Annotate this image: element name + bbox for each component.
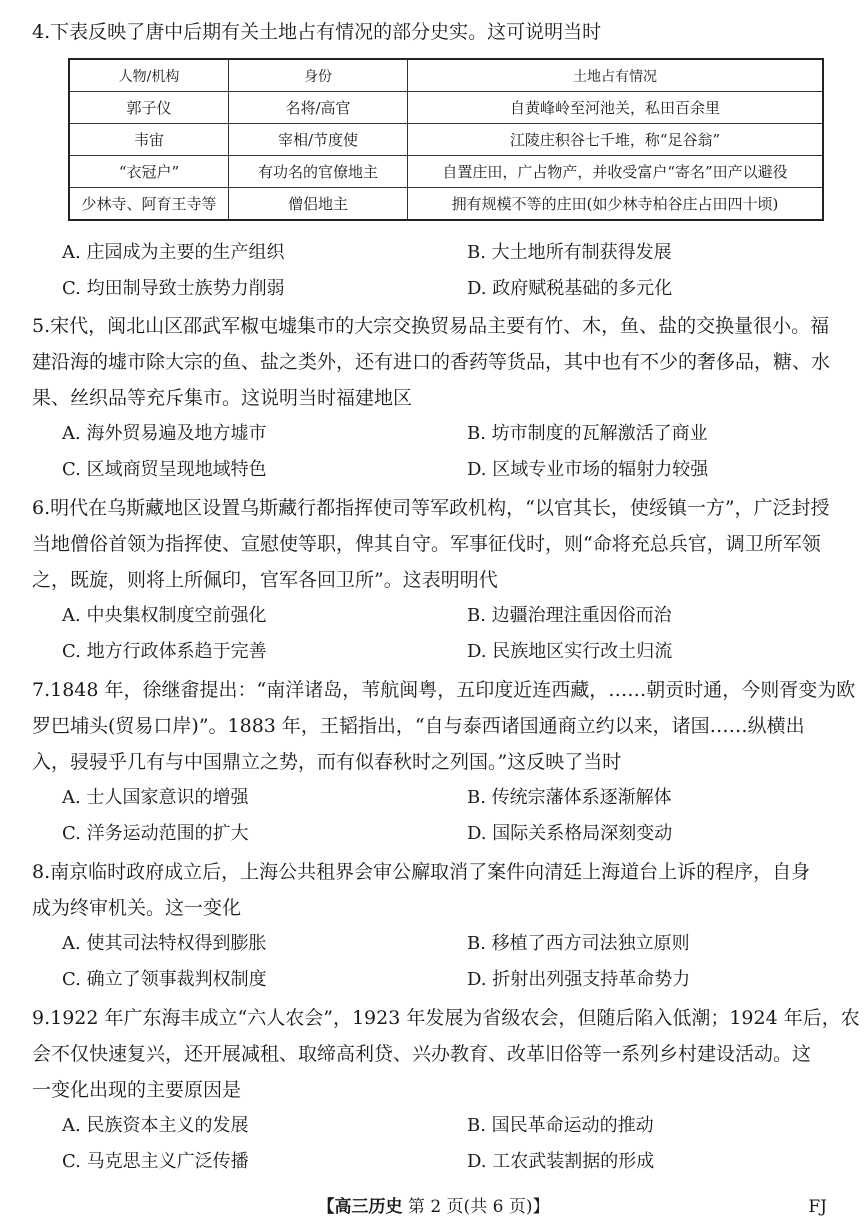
table-cell: 拥有规模不等的庄田(如少林寺柏谷庄占田四十顷) xyxy=(408,188,824,221)
question-7-stem-line: 入，骎骎乎几有与中国鼎立之势，而有似春秋时之列国。”这反映了当时 xyxy=(32,751,622,773)
option-a[interactable]: A. 海外贸易遍及地方墟市 xyxy=(62,423,267,444)
question-4-stem: 4.下表反映了唐中后期有关土地占有情况的部分史实。这可说明当时 xyxy=(32,21,602,43)
option-d[interactable]: D. 工农武装割据的形成 xyxy=(467,1151,655,1172)
option-d[interactable]: D. 折射出列强支持革命势力 xyxy=(467,969,691,990)
option-c[interactable]: C. 洋务运动范围的扩大 xyxy=(62,823,249,844)
question-9-stem-line: 9.1922 年广东海丰成立“六人农会”，1923 年发展为省级农会，但随后陷入低潮；1924 年后，农 xyxy=(32,1007,860,1029)
option-row xyxy=(32,780,832,816)
option-row xyxy=(32,416,832,452)
question-9 xyxy=(32,1000,860,1180)
option-row xyxy=(32,598,832,634)
option-row xyxy=(32,816,832,852)
table-cell: 韦宙 xyxy=(69,124,229,156)
question-9-stem-line: 会不仅快速复兴，还开展减租、取缔高利贷、兴办教育、改革旧俗等一系列乡村建设活动。这 xyxy=(32,1043,812,1065)
option-d[interactable]: D. 政府赋税基础的多元化 xyxy=(467,278,673,299)
table-cell: 郭子仪 xyxy=(69,92,229,124)
option-a[interactable]: A. 中央集权制度空前强化 xyxy=(62,605,267,626)
option-b[interactable]: B. 移植了西方司法独立原则 xyxy=(467,933,690,954)
question-6-stem-line: 当地僧俗首领为指挥使、宣慰使等职，俾其自守。军事征伐时，则“命将充总兵官，调卫所军领 xyxy=(32,533,821,555)
table-cell: 宰相/节度使 xyxy=(229,124,408,156)
table-header-cell: 土地占有情况 xyxy=(408,59,824,92)
table-header-cell: 身份 xyxy=(229,59,408,92)
option-c[interactable]: C. 确立了领事裁判权制度 xyxy=(62,969,267,990)
option-a[interactable]: A. 庄园成为主要的生产组织 xyxy=(62,242,285,263)
table-row xyxy=(69,92,823,124)
option-row xyxy=(32,271,832,307)
table-cell: 江陵庄积谷七千堆，称“足谷翁” xyxy=(408,124,824,156)
option-c[interactable]: C. 均田制导致士族势力削弱 xyxy=(62,278,285,299)
question-5-stem-line: 建沿海的墟市除大宗的鱼、盐之类外，还有进口的香药等货品，其中也有不少的奢侈品，糖、水 xyxy=(32,351,831,373)
question-6 xyxy=(32,490,832,670)
option-row xyxy=(32,1144,832,1180)
land-ownership-table xyxy=(68,58,824,221)
question-8-stem-line: 成为终审机关。这一变化 xyxy=(32,897,242,919)
table-cell: 名将/高官 xyxy=(229,92,408,124)
table-header-cell: 人物/机构 xyxy=(69,59,229,92)
question-4 xyxy=(32,14,832,50)
question-4-options xyxy=(32,235,832,307)
question-9-stem-line: 一变化出现的主要原因是 xyxy=(32,1079,242,1101)
question-7-stem-line: 7.1848 年，徐继畬提出：“南洋诸岛，苇航闽粤，五印度近连西藏，……朝贡时通，今则胥变为欧 xyxy=(32,679,856,701)
option-row xyxy=(32,962,832,998)
question-5-stem-line: 果、丝织品等充斥集市。这说明当时福建地区 xyxy=(32,387,413,409)
option-row xyxy=(32,235,832,271)
option-row xyxy=(32,634,832,670)
option-b[interactable]: B. 坊市制度的瓦解激活了商业 xyxy=(467,423,708,444)
option-a[interactable]: A. 民族资本主义的发展 xyxy=(62,1115,249,1136)
option-row xyxy=(32,452,832,488)
table-cell: 自黄峰岭至河池关，私田百余里 xyxy=(408,92,824,124)
option-c[interactable]: C. 地方行政体系趋于完善 xyxy=(62,641,267,662)
footer-code: FJ xyxy=(808,1197,827,1217)
option-b[interactable]: B. 国民革命运动的推动 xyxy=(467,1115,654,1136)
table-row xyxy=(69,124,823,156)
option-b[interactable]: B. 大土地所有制获得发展 xyxy=(467,242,672,263)
question-8 xyxy=(32,854,832,998)
footer-page-info xyxy=(0,1192,867,1222)
option-c[interactable]: C. 马克思主义广泛传播 xyxy=(62,1151,249,1172)
question-5 xyxy=(32,308,832,488)
table-row xyxy=(69,156,823,188)
option-d[interactable]: D. 区域专业市场的辐射力较强 xyxy=(467,459,709,480)
option-d[interactable]: D. 国际关系格局深刻变动 xyxy=(467,823,673,844)
footer-page-number: 第 2 页(共 6 页)】 xyxy=(402,1197,550,1217)
option-a[interactable]: A. 士人国家意识的增强 xyxy=(62,787,249,808)
question-6-stem-line: 之，既旋，则将上所佩印，官军各回卫所”。这表明明代 xyxy=(32,569,498,591)
question-5-stem-line: 5.宋代，闽北山区邵武军椒屯墟集市的大宗交换贸易品主要有竹、木，鱼、盐的交换量很小。福 xyxy=(32,315,830,337)
question-8-stem-line: 8.南京临时政府成立后，上海公共租界会审公廨取消了案件向清廷上海道台上诉的程序，自身 xyxy=(32,861,811,883)
footer-subject: 【高三历史 xyxy=(317,1197,403,1217)
table-cell: 有功名的官僚地主 xyxy=(229,156,408,188)
option-row xyxy=(32,926,832,962)
option-row xyxy=(32,1108,832,1144)
table-cell: “衣冠户” xyxy=(69,156,229,188)
table-cell: 少林寺、阿育王寺等 xyxy=(69,188,229,221)
option-b[interactable]: B. 传统宗藩体系逐渐解体 xyxy=(467,787,672,808)
option-b[interactable]: B. 边疆治理注重因俗而治 xyxy=(467,605,672,626)
option-d[interactable]: D. 民族地区实行改土归流 xyxy=(467,641,673,662)
table-row xyxy=(69,188,823,221)
option-a[interactable]: A. 使其司法特权得到膨胀 xyxy=(62,933,267,954)
question-6-stem-line: 6.明代在乌斯藏地区设置乌斯藏行都指挥使司等军政机构，“以官其长，使绥镇一方”，广泛封授 xyxy=(32,497,830,519)
table-cell: 僧侣地主 xyxy=(229,188,408,221)
option-c[interactable]: C. 区域商贸呈现地域特色 xyxy=(62,459,267,480)
question-7 xyxy=(32,672,856,852)
table-header-row xyxy=(69,59,823,92)
question-7-stem-line: 罗巴埔头(贸易口岸)”。1883 年，王韬指出，“自与泰西诸国通商立约以来，诸国……纵横出 xyxy=(32,715,805,737)
page-footer xyxy=(0,1192,867,1222)
table-cell: 自置庄田，广占物产，并收受富户“寄名”田产以避役 xyxy=(408,156,824,188)
